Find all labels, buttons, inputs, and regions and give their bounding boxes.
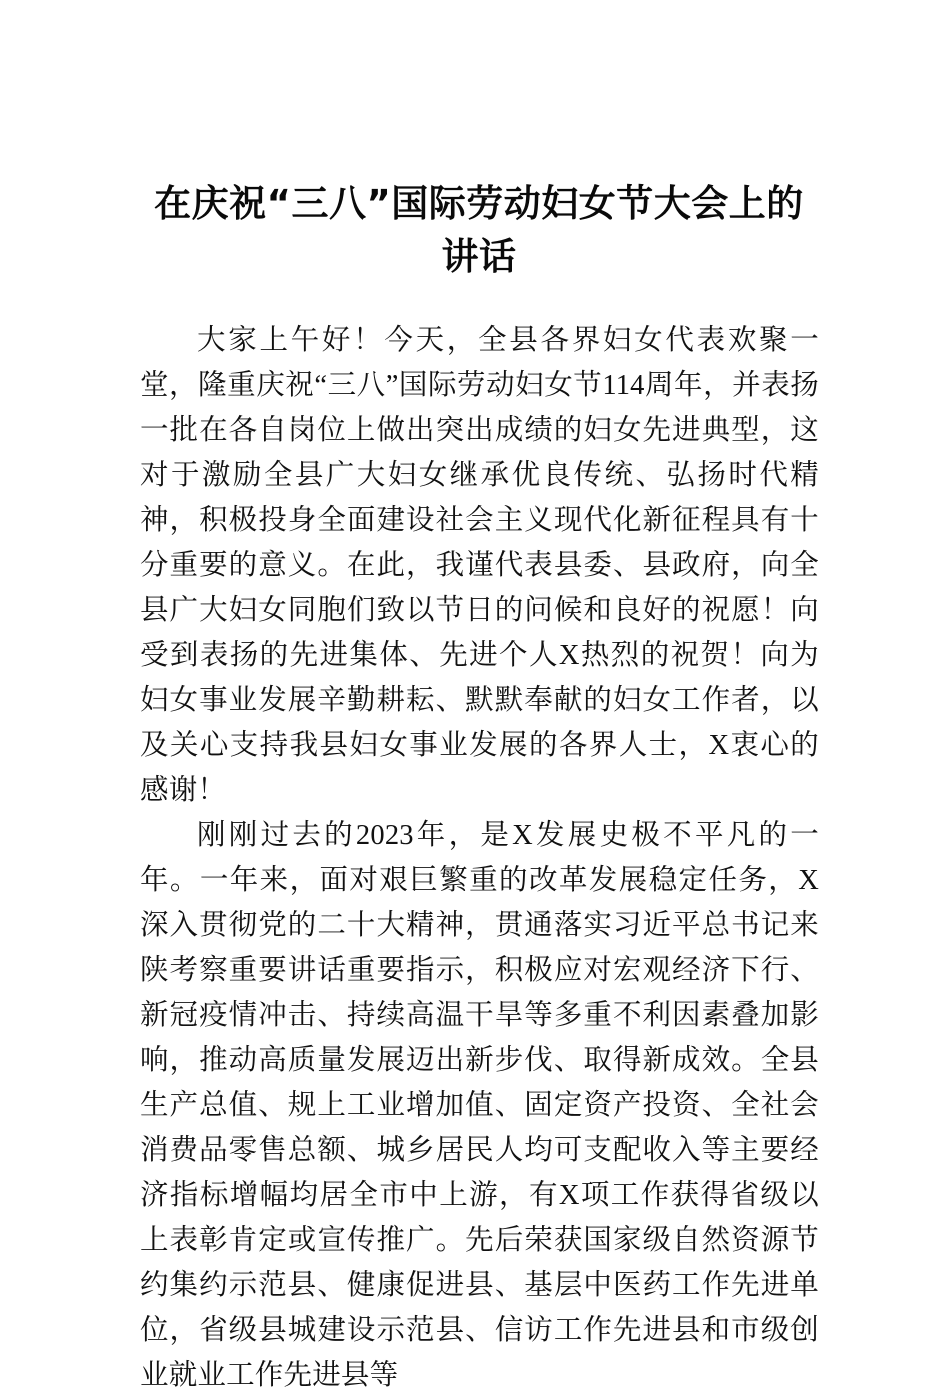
paragraph-greeting: 大家上午好！今天，全县各界妇女代表欢聚一堂，隆重庆祝“三八”国际劳动妇女节114周年，并表扬一批在各自岗位上做出突出成绩的妇女先进典型，这对于激励全县广大妇女继承优良传统、弘扬时代精神，积极投身全面建设社会主义现代化新征程具有十分重要的意义。在此，我谨代表县委、县政府，向全县广大妇女同胞们致以节日的问候和良好的祝愿！向受到表扬的先进集体、先进个人X热烈的祝贺！向为妇女事业发展辛勤耕耘、默默奉献的妇女工作者，以及关心支持我县妇女事业发展的各界人士，X衷心的感谢！: [140, 325, 819, 806]
document-body: [140, 318, 819, 1398]
page-title-line-1: 在庆祝“三八”国际劳动妇女节大会上的: [154, 181, 804, 225]
page-title-line-2: 讲话: [441, 234, 517, 278]
paragraph-review: 刚刚过去的2023年，是X发展史极不平凡的一年。一年来，面对艰巨繁重的改革发展稳定任务，X深入贯彻党的二十大精神，贯通落实习近平总书记来陕考察重要讲话重要指示，积极应对宏观经济下行、新冠疫情冲击、持续高温干旱等多重不利因素叠加影响，推动高质量发展迈出新步伐、取得新成效。全县生产总值、规上工业增加值、固定资产投资、全社会消费品零售总额、城乡居民人均可支配收入等主要经济指标增幅均居全市中上游，有X项工作获得省级以上表彰肯定或宣传推广。先后荣获国家级自然资源节约集约示范县、健康促进县、基层中医药工作先进单位，省级县城建设示范县、信访工作先进县和市级创业就业工作先进县等: [140, 820, 819, 1391]
page-title: [140, 177, 818, 283]
